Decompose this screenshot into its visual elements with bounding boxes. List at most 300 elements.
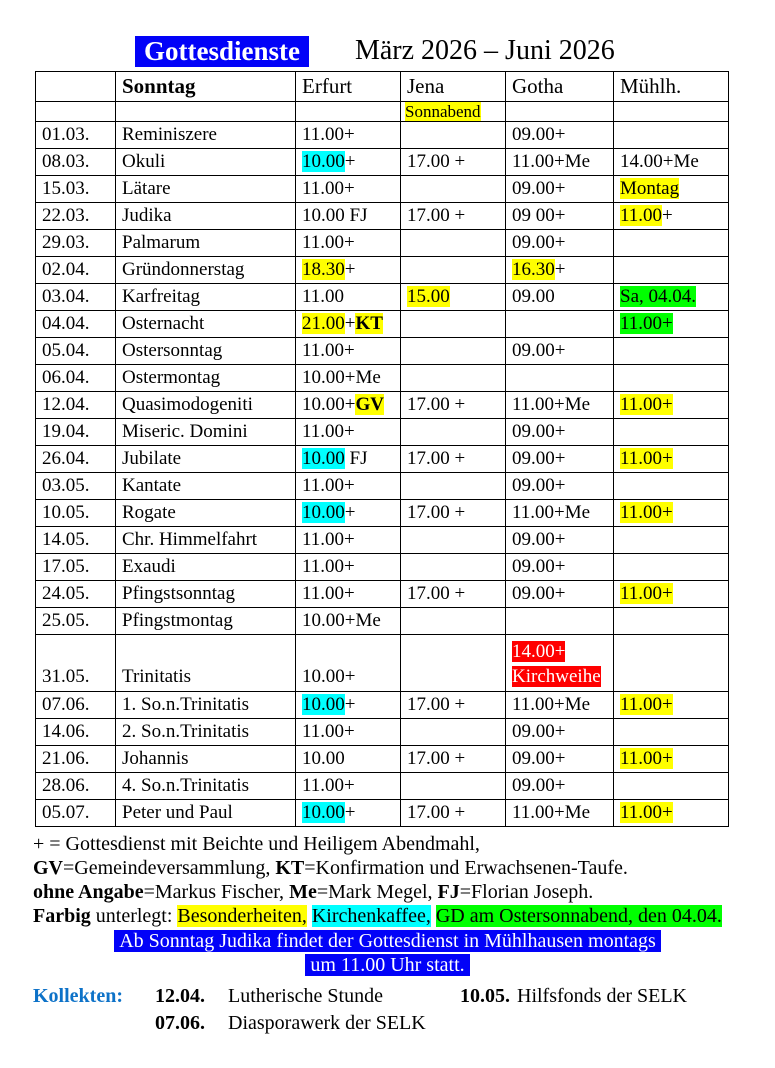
table-row (36, 257, 729, 284)
jena-cell (401, 773, 506, 800)
text-segment: + (554, 259, 566, 280)
jena-cell (401, 176, 506, 203)
text-segment: =Gemeindeversammlung, (63, 857, 276, 879)
text-segment: 09.00+ (512, 340, 566, 361)
text-segment: 09.00+ (512, 556, 566, 577)
erfurt-cell (296, 581, 401, 608)
erfurt-cell (296, 554, 401, 581)
jena-cell (401, 692, 506, 719)
text-segment: 10.00+ (302, 666, 356, 687)
erfurt-cell (296, 446, 401, 473)
highlight-yellow: 11.00+ (620, 502, 673, 523)
highlight-green: Sa, 04.04. (620, 286, 696, 307)
kollekten-purpose: Lutherische Stunde (228, 985, 383, 1007)
gotha-cell (506, 122, 614, 149)
erfurt-cell (296, 692, 401, 719)
date-cell: 14.05. (36, 527, 116, 554)
sunday-name-cell: Miseric. Domini (116, 419, 296, 446)
erfurt-cell (296, 176, 401, 203)
sunday-name-cell: Chr. Himmelfahrt (116, 527, 296, 554)
subheader-row (36, 102, 729, 122)
date-cell: 05.04. (36, 338, 116, 365)
text-segment: 11.00+ (302, 775, 355, 796)
muehlhausen-cell (614, 446, 729, 473)
service-schedule-table (35, 71, 729, 827)
jena-cell (401, 257, 506, 284)
date-cell: 19.04. (36, 419, 116, 446)
text-segment: 11.00+ (302, 556, 355, 577)
text-segment: 09.00 (512, 286, 555, 307)
text-segment: 09.00+ (512, 583, 566, 604)
notice-banner (0, 929, 775, 977)
muehlhausen-cell (614, 746, 729, 773)
table-row (36, 554, 729, 581)
muehlhausen-cell (614, 230, 729, 257)
text-segment: unterlegt: (90, 905, 178, 927)
banner-line-1: Ab Sonntag Judika findet der Gottesdienst in Mühlhausen montags (114, 930, 661, 952)
gotha-cell (506, 581, 614, 608)
date-cell: 31.05. (36, 635, 116, 692)
jena-cell (401, 635, 506, 692)
muehlhausen-cell (614, 203, 729, 230)
sunday-name-cell: Jubilate (116, 446, 296, 473)
date-cell: 12.04. (36, 392, 116, 419)
page-title: Gottesdienste (135, 36, 309, 67)
highlight-yellow: 18.30 (302, 259, 345, 280)
jena-cell (401, 230, 506, 257)
text-segment: + (344, 502, 356, 523)
jena-cell (401, 608, 506, 635)
text-segment: GV (33, 857, 63, 879)
table-row (36, 311, 729, 338)
highlight-yellow: Montag (620, 178, 680, 199)
sunday-name-cell: Gründonnerstag (116, 257, 296, 284)
jena-cell (401, 122, 506, 149)
muehlhausen-cell (614, 284, 729, 311)
text-segment: 09.00+ (512, 721, 566, 742)
text-segment: 11.00+Me (512, 802, 591, 823)
sunday-name-cell: 2. So.n.Trinitatis (116, 719, 296, 746)
date-cell: 07.06. (36, 692, 116, 719)
jena-cell (401, 338, 506, 365)
text-segment: 10.00+Me (302, 610, 381, 631)
highlight-yellow: 16.30 (512, 259, 555, 280)
gotha-cell (506, 554, 614, 581)
jena-cell (401, 392, 506, 419)
muehlhausen-cell (614, 800, 729, 827)
text-segment: 17.00 + (407, 448, 466, 469)
table-row (36, 500, 729, 527)
date-cell: 14.06. (36, 719, 116, 746)
jena-cell (401, 311, 506, 338)
column-header-gotha: Gotha (506, 72, 614, 102)
gotha-cell (506, 419, 614, 446)
text-segment: 09 00+ (512, 205, 566, 226)
erfurt-cell (296, 257, 401, 284)
spacer (33, 1010, 155, 1037)
jena-cell (401, 365, 506, 392)
muehlhausen-cell (614, 692, 729, 719)
text-segment: 11.00+ (302, 475, 355, 496)
erfurt-cell (296, 473, 401, 500)
table-row (36, 203, 729, 230)
highlight-green: GD am Ostersonnabend, den 04.04. (435, 905, 722, 927)
table-row (36, 773, 729, 800)
gotha-cell (506, 527, 614, 554)
text-segment: 11.00+ (302, 232, 355, 253)
date-cell: 26.04. (36, 446, 116, 473)
text-segment: 11.00+ (302, 421, 355, 442)
muehlhausen-cell (614, 773, 729, 800)
text-segment: 09.00+ (512, 178, 566, 199)
muehlhausen-cell (614, 176, 729, 203)
gotha-cell (506, 176, 614, 203)
text-segment: 09.00+ (512, 124, 566, 145)
highlight-yellow: 11.00 (620, 205, 663, 226)
sunday-name-cell: Karfreitag (116, 284, 296, 311)
jena-cell (401, 554, 506, 581)
highlight-yellow: 11.00+ (620, 802, 673, 823)
sunday-name-cell: Judika (116, 203, 296, 230)
subheader-empty (296, 102, 401, 122)
erfurt-cell (296, 392, 401, 419)
table-body (36, 122, 729, 827)
column-header-sonntag: Sonntag (116, 72, 296, 102)
highlight-yellow: 15.00 (407, 286, 450, 307)
table-row (36, 284, 729, 311)
kollekten-section (33, 983, 775, 1037)
date-cell: 01.03. (36, 122, 116, 149)
sunday-name-cell: Pfingstmontag (116, 608, 296, 635)
sunday-name-cell: Kantate (116, 473, 296, 500)
jena-cell (401, 746, 506, 773)
highlight-cyan: 10.00 (302, 502, 345, 523)
text-segment: 17.00 + (407, 583, 466, 604)
table-row (36, 608, 729, 635)
table-row (36, 338, 729, 365)
banner-line-2: um 11.00 Uhr statt. (305, 954, 469, 976)
text-segment: Me (289, 881, 317, 903)
text-segment: =Markus Fischer, (143, 881, 290, 903)
text-segment: 10.00 (302, 748, 345, 769)
text-segment: 10.00+Me (302, 367, 381, 388)
gotha-cell (506, 338, 614, 365)
table-row (36, 473, 729, 500)
muehlhausen-cell (614, 635, 729, 692)
table-row (36, 746, 729, 773)
muehlhausen-cell (614, 554, 729, 581)
date-cell: 17.05. (36, 554, 116, 581)
erfurt-cell (296, 122, 401, 149)
legend-line-colors (33, 904, 775, 928)
table-row (36, 527, 729, 554)
text-segment: 10.00+ (302, 394, 356, 415)
sunday-name-cell: Rogate (116, 500, 296, 527)
gotha-cell (506, 392, 614, 419)
text-segment: 11.00+Me (512, 502, 591, 523)
sunday-name-cell: Reminiszere (116, 122, 296, 149)
gotha-cell (506, 746, 614, 773)
text-segment: + (344, 313, 356, 334)
date-cell: 02.04. (36, 257, 116, 284)
date-cell: 10.05. (36, 500, 116, 527)
highlight-yellow: GV (355, 394, 384, 415)
erfurt-cell (296, 149, 401, 176)
text-segment: Farbig (33, 905, 91, 927)
text-segment: =Florian Joseph. (459, 881, 594, 903)
muehlhausen-cell (614, 608, 729, 635)
erfurt-cell (296, 230, 401, 257)
date-cell: 28.06. (36, 773, 116, 800)
erfurt-cell (296, 719, 401, 746)
text-segment: + (344, 151, 356, 172)
highlight-yellow: Besonderheiten, (177, 905, 307, 927)
text-segment: 09.00+ (512, 475, 566, 496)
text-segment: =Konfirmation und Erwachsenen-Taufe. (304, 857, 628, 879)
gotha-cell (506, 446, 614, 473)
date-cell: 15.03. (36, 176, 116, 203)
text-segment: 17.00 + (407, 502, 466, 523)
text-segment: + (344, 694, 356, 715)
sunday-name-cell: 4. So.n.Trinitatis (116, 773, 296, 800)
jena-cell (401, 446, 506, 473)
muehlhausen-cell (614, 500, 729, 527)
text-segment: 17.00 + (407, 151, 466, 172)
erfurt-cell (296, 311, 401, 338)
text-segment: 11.00+ (302, 178, 355, 199)
sunday-name-cell: Okuli (116, 149, 296, 176)
erfurt-cell (296, 338, 401, 365)
text-segment: 09.00+ (512, 448, 566, 469)
muehlhausen-cell (614, 338, 729, 365)
document-header (0, 0, 775, 67)
table-header (36, 72, 729, 122)
legend-line-abendmahl (33, 832, 775, 856)
table-row (36, 149, 729, 176)
table-row (36, 800, 729, 827)
text-segment: 17.00 + (407, 394, 466, 415)
text-segment: 11.00 (302, 286, 345, 307)
gotha-cell (506, 608, 614, 635)
erfurt-cell (296, 635, 401, 692)
gotha-cell (506, 311, 614, 338)
text-segment: + = Gottesdienst mit Beichte und Heiligem Abendmahl, (33, 833, 480, 855)
text-segment: 09.00+ (512, 232, 566, 253)
jena-cell (401, 800, 506, 827)
date-cell: 06.04. (36, 365, 116, 392)
text-segment: + (344, 259, 356, 280)
date-cell: 24.05. (36, 581, 116, 608)
muehlhausen-cell (614, 392, 729, 419)
gotha-cell (506, 284, 614, 311)
gotha-cell (506, 500, 614, 527)
gotha-cell (506, 365, 614, 392)
jena-cell (401, 719, 506, 746)
muehlhausen-cell (614, 581, 729, 608)
muehlhausen-cell (614, 527, 729, 554)
text-segment: 17.00 + (407, 205, 466, 226)
erfurt-cell (296, 773, 401, 800)
sunday-name-cell: Ostersonntag (116, 338, 296, 365)
text-segment: ohne Angabe (33, 881, 144, 903)
date-cell: 22.03. (36, 203, 116, 230)
jena-cell (401, 203, 506, 230)
column-header-muehlhausen: Mühlh. (614, 72, 729, 102)
date-cell: 03.05. (36, 473, 116, 500)
muehlhausen-cell (614, 419, 729, 446)
highlight-red: Kirchweihe (512, 666, 601, 687)
highlight-yellow: KT (355, 313, 383, 334)
column-header-date (36, 72, 116, 102)
erfurt-cell (296, 365, 401, 392)
jena-cell (401, 527, 506, 554)
subheader-empty (36, 102, 116, 122)
sunday-name-cell: Exaudi (116, 554, 296, 581)
kollekten-date: 12.04. (155, 985, 205, 1007)
kollekten-date: 10.05. (460, 985, 510, 1007)
kollekten-purpose: Hilfsfonds der SELK (517, 985, 687, 1007)
date-cell: 08.03. (36, 149, 116, 176)
gotha-cell (506, 800, 614, 827)
gotha-cell (506, 230, 614, 257)
kollekten-date: 07.06. (155, 1012, 205, 1034)
table-row (36, 581, 729, 608)
highlight-green: 11.00+ (620, 313, 673, 334)
erfurt-cell (296, 608, 401, 635)
text-segment: 10.00 FJ (302, 205, 368, 226)
legend-line-pastors (33, 880, 775, 904)
subheader-empty (116, 102, 296, 122)
sunday-name-cell: Osternacht (116, 311, 296, 338)
sunday-name-cell: Pfingstsonntag (116, 581, 296, 608)
muehlhausen-cell (614, 473, 729, 500)
muehlhausen-cell (614, 719, 729, 746)
text-segment: 11.00+Me (512, 694, 591, 715)
text-segment: 09.00+ (512, 421, 566, 442)
legend-line-abbrev (33, 856, 775, 880)
jena-cell (401, 500, 506, 527)
column-header-erfurt: Erfurt (296, 72, 401, 102)
date-cell: 04.04. (36, 311, 116, 338)
jena-cell (401, 581, 506, 608)
erfurt-cell (296, 419, 401, 446)
sunday-name-cell: Lätare (116, 176, 296, 203)
sunday-name-cell: Johannis (116, 746, 296, 773)
gotha-cell (506, 257, 614, 284)
erfurt-cell (296, 800, 401, 827)
sunday-name-cell: Palmarum (116, 230, 296, 257)
highlight-cyan: 10.00 (302, 151, 345, 172)
sonnabend-note: Sonnabend (405, 102, 481, 121)
text-segment: + (344, 802, 356, 823)
jena-cell (401, 149, 506, 176)
date-cell: 29.03. (36, 230, 116, 257)
text-segment: 11.00+Me (512, 394, 591, 415)
highlight-yellow: 11.00+ (620, 394, 673, 415)
muehlhausen-cell (614, 122, 729, 149)
kollekten-row-2 (33, 1010, 775, 1037)
text-segment: FJ (344, 448, 368, 469)
table-row (36, 392, 729, 419)
text-segment: KT (275, 857, 305, 879)
table-row (36, 719, 729, 746)
date-cell: 25.05. (36, 608, 116, 635)
erfurt-cell (296, 203, 401, 230)
text-segment: 09.00+ (512, 748, 566, 769)
erfurt-cell (296, 284, 401, 311)
title-date-range: März 2026 – Juni 2026 (354, 35, 615, 66)
highlight-yellow: 21.00 (302, 313, 345, 334)
text-segment: 09.00+ (512, 775, 566, 796)
jena-cell (401, 419, 506, 446)
highlight-cyan: 10.00 (302, 448, 345, 469)
gotha-cell (506, 692, 614, 719)
text-segment: 11.00+ (302, 583, 355, 604)
date-cell: 03.04. (36, 284, 116, 311)
gotha-cell (506, 719, 614, 746)
gotha-cell (506, 473, 614, 500)
text-segment: 11.00+ (302, 721, 355, 742)
text-segment: 14.00+Me (620, 151, 699, 172)
date-cell: 05.07. (36, 800, 116, 827)
table-row (36, 122, 729, 149)
sunday-name-cell: Trinitatis (116, 635, 296, 692)
kollekten-label: Kollekten: (33, 985, 123, 1007)
text-segment: 17.00 + (407, 694, 466, 715)
muehlhausen-cell (614, 365, 729, 392)
erfurt-cell (296, 746, 401, 773)
muehlhausen-cell (614, 311, 729, 338)
gotha-cell (506, 149, 614, 176)
highlight-yellow: 11.00+ (620, 448, 673, 469)
text-segment: 11.00+ (302, 124, 355, 145)
subheader-empty (614, 102, 729, 122)
legend (33, 832, 775, 928)
kollekten-row-1 (33, 983, 775, 1010)
gotha-cell (506, 773, 614, 800)
jena-cell (401, 284, 506, 311)
gotha-cell (506, 203, 614, 230)
sunday-name-cell: Quasimodogeniti (116, 392, 296, 419)
highlight-yellow: 11.00+ (620, 583, 673, 604)
table-row (36, 419, 729, 446)
highlight-yellow: 11.00+ (620, 694, 673, 715)
text-segment: =Mark Megel, (316, 881, 438, 903)
kollekten-purpose: Diasporawerk der SELK (228, 1012, 426, 1034)
highlight-yellow: 11.00+ (620, 748, 673, 769)
text-segment: 11.00+Me (512, 151, 591, 172)
erfurt-cell (296, 527, 401, 554)
header-row (36, 72, 729, 102)
sunday-name-cell: Peter und Paul (116, 800, 296, 827)
text-segment: 17.00 + (407, 802, 466, 823)
text-segment: 09.00+ (512, 529, 566, 550)
text-segment: 11.00+ (302, 529, 355, 550)
jena-cell (401, 473, 506, 500)
highlight-cyan: 10.00 (302, 802, 345, 823)
text-segment: FJ (437, 881, 460, 903)
sunday-name-cell: 1. So.n.Trinitatis (116, 692, 296, 719)
muehlhausen-cell (614, 149, 729, 176)
erfurt-cell (296, 500, 401, 527)
table-row (36, 692, 729, 719)
highlight-cyan: 10.00 (302, 694, 345, 715)
subheader-jena-note (401, 102, 506, 122)
column-header-jena: Jena (401, 72, 506, 102)
text-segment: 11.00+ (302, 340, 355, 361)
table-row (36, 365, 729, 392)
gotha-cell (506, 635, 614, 692)
